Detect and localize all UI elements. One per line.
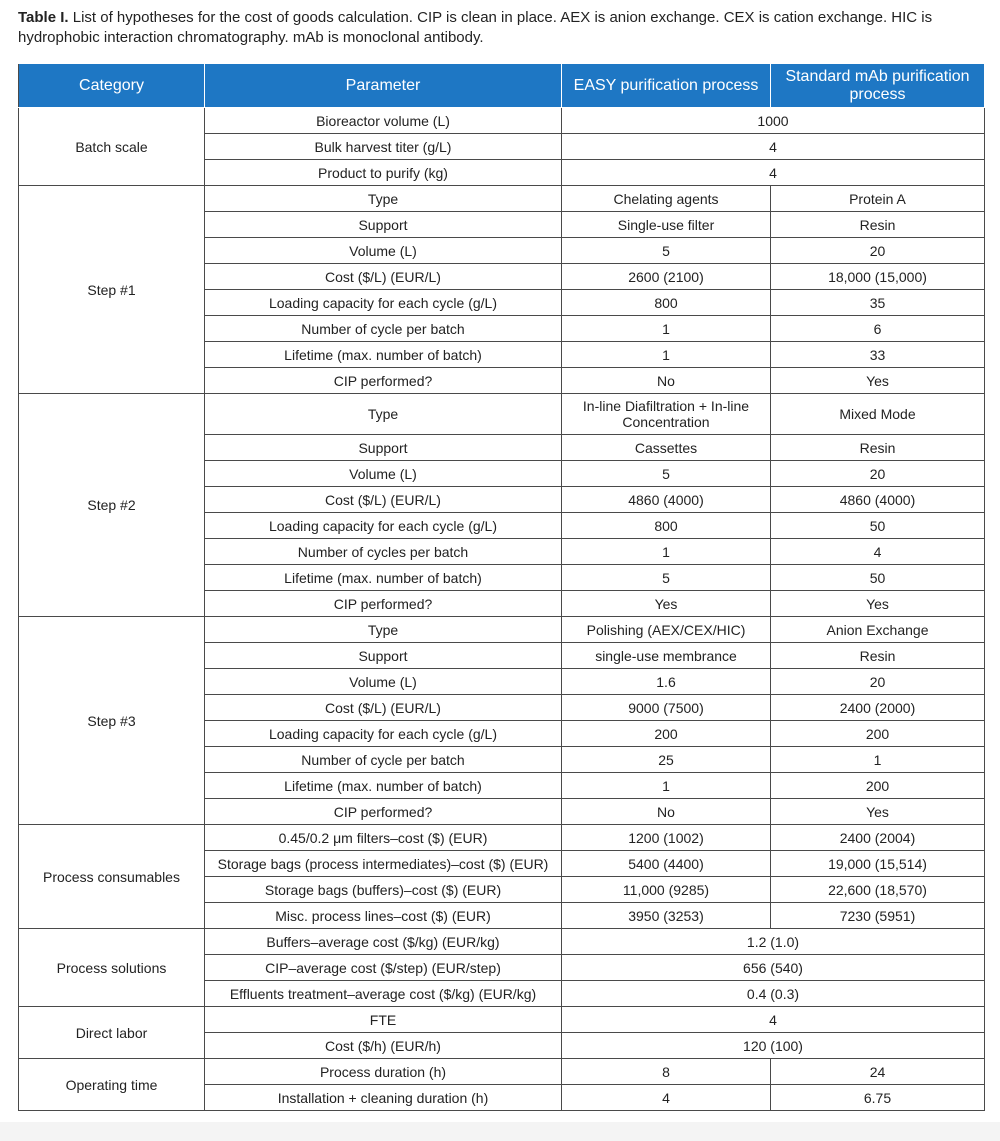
easy-cell: 1 (562, 316, 771, 342)
easy-cell: 1 (562, 342, 771, 368)
standard-cell: 24 (771, 1059, 985, 1085)
easy-cell: 8 (562, 1059, 771, 1085)
easy-cell: Yes (562, 591, 771, 617)
parameter-cell: FTE (205, 1007, 562, 1033)
easy-cell: 9000 (7500) (562, 695, 771, 721)
easy-cell: 2600 (2100) (562, 264, 771, 290)
easy-cell: 5 (562, 565, 771, 591)
standard-cell: Resin (771, 212, 985, 238)
value-cell: 0.4 (0.3) (562, 981, 985, 1007)
table-row (19, 108, 985, 134)
standard-cell: 50 (771, 565, 985, 591)
parameter-cell: Number of cycle per batch (205, 316, 562, 342)
parameter-cell: Support (205, 643, 562, 669)
standard-cell: Yes (771, 799, 985, 825)
easy-cell: 5 (562, 238, 771, 264)
standard-cell: Yes (771, 591, 985, 617)
easy-cell: Polishing (AEX/CEX/HIC) (562, 617, 771, 643)
parameter-cell: CIP performed? (205, 368, 562, 394)
parameter-cell: 0.45/0.2 μm filters–cost ($) (EUR) (205, 825, 562, 851)
easy-cell: No (562, 799, 771, 825)
parameter-cell: Cost ($/L) (EUR/L) (205, 695, 562, 721)
easy-cell: No (562, 368, 771, 394)
cost-of-goods-table (18, 63, 985, 1111)
easy-cell: 3950 (3253) (562, 903, 771, 929)
parameter-cell: Type (205, 186, 562, 212)
easy-cell: single-use membrance (562, 643, 771, 669)
caption-label: Table I. (18, 9, 69, 26)
easy-cell: Single-use filter (562, 212, 771, 238)
parameter-cell: Lifetime (max. number of batch) (205, 565, 562, 591)
standard-cell: Resin (771, 435, 985, 461)
parameter-cell: CIP performed? (205, 591, 562, 617)
parameter-cell: Number of cycles per batch (205, 539, 562, 565)
parameter-cell: Installation + cleaning duration (h) (205, 1085, 562, 1111)
table-caption (18, 8, 986, 48)
easy-cell: Cassettes (562, 435, 771, 461)
parameter-cell: Process duration (h) (205, 1059, 562, 1085)
easy-cell: Chelating agents (562, 186, 771, 212)
parameter-cell: Cost ($/L) (EUR/L) (205, 487, 562, 513)
easy-cell: 4 (562, 1085, 771, 1111)
value-cell: 1000 (562, 108, 985, 134)
standard-cell: 2400 (2000) (771, 695, 985, 721)
standard-cell: 22,600 (18,570) (771, 877, 985, 903)
standard-cell: 200 (771, 721, 985, 747)
easy-cell: 200 (562, 721, 771, 747)
easy-cell: 5 (562, 461, 771, 487)
parameter-cell: Type (205, 394, 562, 435)
easy-cell: In-line Diafiltration + In-line Concentration (562, 394, 771, 435)
value-cell: 656 (540) (562, 955, 985, 981)
standard-cell: Protein A (771, 186, 985, 212)
easy-cell: 11,000 (9285) (562, 877, 771, 903)
easy-cell: 4860 (4000) (562, 487, 771, 513)
category-cell: Step #3 (19, 617, 205, 825)
standard-cell: 35 (771, 290, 985, 316)
standard-cell: 4 (771, 539, 985, 565)
parameter-cell: Misc. process lines–cost ($) (EUR) (205, 903, 562, 929)
easy-cell: 800 (562, 290, 771, 316)
easy-cell: 25 (562, 747, 771, 773)
header-easy: EASY purification process (562, 64, 771, 108)
standard-cell: 4860 (4000) (771, 487, 985, 513)
parameter-cell: Bulk harvest titer (g/L) (205, 134, 562, 160)
standard-cell: Mixed Mode (771, 394, 985, 435)
standard-cell: Yes (771, 368, 985, 394)
standard-cell: Resin (771, 643, 985, 669)
table-row (19, 1007, 985, 1033)
standard-cell: Anion Exchange (771, 617, 985, 643)
parameter-cell: CIP performed? (205, 799, 562, 825)
parameter-cell: Cost ($/h) (EUR/h) (205, 1033, 562, 1059)
standard-cell: 18,000 (15,000) (771, 264, 985, 290)
easy-cell: 1.6 (562, 669, 771, 695)
table-row (19, 394, 985, 435)
easy-cell: 1 (562, 539, 771, 565)
parameter-cell: Loading capacity for each cycle (g/L) (205, 721, 562, 747)
caption-text: List of hypotheses for the cost of goods calculation. CIP is clean in place. AEX is anion exchange. CEX is cation exchange. HIC is hydrophobic interaction chromatography. mAb is monoclonal antibody. (18, 9, 933, 46)
parameter-cell: Volume (L) (205, 461, 562, 487)
header-category: Category (19, 64, 205, 108)
easy-cell: 5400 (4400) (562, 851, 771, 877)
parameter-cell: Support (205, 435, 562, 461)
category-cell: Operating time (19, 1059, 205, 1111)
standard-cell: 20 (771, 461, 985, 487)
value-cell: 4 (562, 134, 985, 160)
value-cell: 120 (100) (562, 1033, 985, 1059)
category-cell: Direct labor (19, 1007, 205, 1059)
parameter-cell: CIP–average cost ($/step) (EUR/step) (205, 955, 562, 981)
standard-cell: 20 (771, 238, 985, 264)
parameter-cell: Effluents treatment–average cost ($/kg) (EUR/kg) (205, 981, 562, 1007)
standard-cell: 7230 (5951) (771, 903, 985, 929)
value-cell: 4 (562, 1007, 985, 1033)
category-cell: Process solutions (19, 929, 205, 1007)
parameter-cell: Volume (L) (205, 669, 562, 695)
table-row (19, 186, 985, 212)
value-cell: 1.2 (1.0) (562, 929, 985, 955)
parameter-cell: Type (205, 617, 562, 643)
table-row (19, 929, 985, 955)
category-cell: Step #2 (19, 394, 205, 617)
parameter-cell: Storage bags (buffers)–cost ($) (EUR) (205, 877, 562, 903)
parameter-cell: Cost ($/L) (EUR/L) (205, 264, 562, 290)
standard-cell: 200 (771, 773, 985, 799)
value-cell: 4 (562, 160, 985, 186)
easy-cell: 1200 (1002) (562, 825, 771, 851)
parameter-cell: Lifetime (max. number of batch) (205, 773, 562, 799)
header-parameter: Parameter (205, 64, 562, 108)
table-header-row (19, 64, 985, 108)
standard-cell: 19,000 (15,514) (771, 851, 985, 877)
easy-cell: 1 (562, 773, 771, 799)
parameter-cell: Storage bags (process intermediates)–cost ($) (EUR) (205, 851, 562, 877)
parameter-cell: Loading capacity for each cycle (g/L) (205, 513, 562, 539)
easy-cell: 800 (562, 513, 771, 539)
parameter-cell: Volume (L) (205, 238, 562, 264)
table-row (19, 825, 985, 851)
standard-cell: 1 (771, 747, 985, 773)
parameter-cell: Lifetime (max. number of batch) (205, 342, 562, 368)
table-row (19, 617, 985, 643)
standard-cell: 6.75 (771, 1085, 985, 1111)
parameter-cell: Support (205, 212, 562, 238)
page-footer-band (0, 1122, 1000, 1141)
parameter-cell: Product to purify (kg) (205, 160, 562, 186)
header-standard: Standard mAb purification process (771, 64, 985, 108)
standard-cell: 33 (771, 342, 985, 368)
table-row (19, 1059, 985, 1085)
standard-cell: 20 (771, 669, 985, 695)
parameter-cell: Buffers–average cost ($/kg) (EUR/kg) (205, 929, 562, 955)
category-cell: Step #1 (19, 186, 205, 394)
parameter-cell: Number of cycle per batch (205, 747, 562, 773)
category-cell: Batch scale (19, 108, 205, 186)
parameter-cell: Bioreactor volume (L) (205, 108, 562, 134)
parameter-cell: Loading capacity for each cycle (g/L) (205, 290, 562, 316)
standard-cell: 6 (771, 316, 985, 342)
standard-cell: 2400 (2004) (771, 825, 985, 851)
category-cell: Process consumables (19, 825, 205, 929)
standard-cell: 50 (771, 513, 985, 539)
